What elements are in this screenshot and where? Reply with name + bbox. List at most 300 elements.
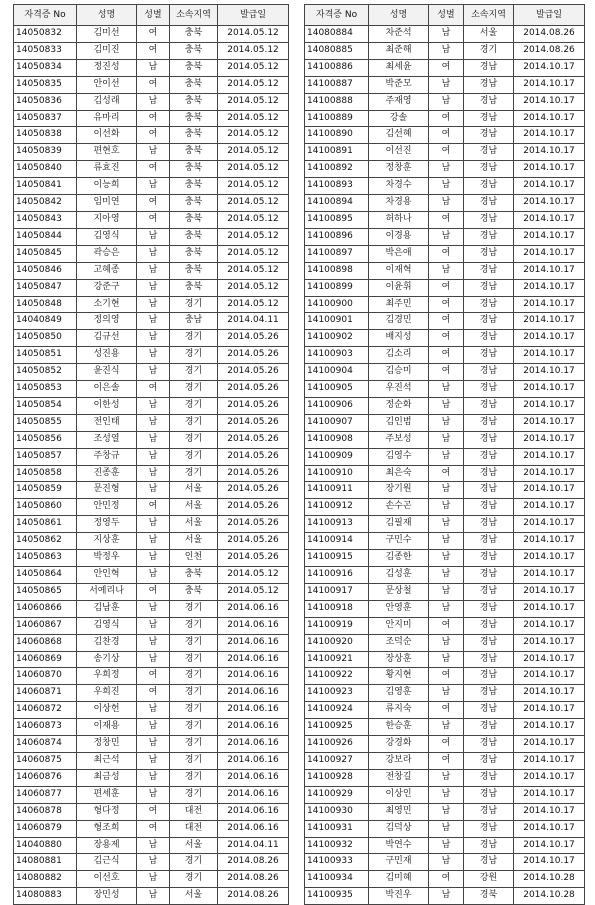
table-row bbox=[14, 296, 289, 313]
table-row bbox=[305, 685, 585, 702]
table-row bbox=[305, 76, 585, 93]
issue-date-cell: 2014.05.12 bbox=[218, 93, 289, 110]
region-cell: 충북 bbox=[170, 245, 218, 262]
table-row bbox=[14, 228, 289, 245]
table-row bbox=[14, 245, 289, 262]
gender-cell: 남 bbox=[429, 482, 464, 499]
table-row bbox=[14, 59, 289, 76]
region-cell: 서울 bbox=[170, 888, 218, 905]
gender-cell: 남 bbox=[137, 567, 170, 584]
issue-date-cell: 2014.10.17 bbox=[514, 127, 585, 144]
issue-date-cell: 2014.10.17 bbox=[514, 803, 585, 820]
region-cell: 경기 bbox=[170, 736, 218, 753]
name-cell: 김경민 bbox=[369, 313, 429, 330]
table-row bbox=[305, 228, 585, 245]
gender-cell: 남 bbox=[137, 296, 170, 313]
table-row bbox=[305, 59, 585, 76]
table-row bbox=[14, 854, 289, 871]
region-cell: 경남 bbox=[464, 786, 514, 803]
cert-no-cell: 14100898 bbox=[305, 262, 369, 279]
region-cell: 경남 bbox=[464, 110, 514, 127]
issue-date-cell: 2014.05.26 bbox=[218, 414, 289, 431]
table-row bbox=[305, 448, 585, 465]
gender-cell: 남 bbox=[429, 583, 464, 600]
issue-date-cell: 2014.10.17 bbox=[514, 347, 585, 364]
table-row bbox=[305, 600, 585, 617]
issue-date-cell: 2014.05.12 bbox=[218, 178, 289, 195]
table-row bbox=[305, 668, 585, 685]
gender-cell: 여 bbox=[429, 347, 464, 364]
table-row bbox=[305, 482, 585, 499]
name-cell: 김찬경 bbox=[77, 634, 137, 651]
table-row bbox=[14, 600, 289, 617]
region-cell: 대전 bbox=[170, 803, 218, 820]
name-cell: 김영식 bbox=[77, 228, 137, 245]
region-cell: 경남 bbox=[464, 397, 514, 414]
region-cell: 서울 bbox=[170, 482, 218, 499]
name-cell: 김소리 bbox=[369, 347, 429, 364]
name-cell: 손수곤 bbox=[369, 499, 429, 516]
name-cell: 김성래 bbox=[77, 93, 137, 110]
issue-date-cell: 2014.10.17 bbox=[514, 820, 585, 837]
header-name: 성명 bbox=[369, 5, 429, 26]
cert-no-cell: 14080883 bbox=[14, 888, 77, 905]
name-cell: 안이선 bbox=[77, 76, 137, 93]
table-row bbox=[14, 76, 289, 93]
cert-no-cell: 14080884 bbox=[305, 26, 369, 43]
issue-date-cell: 2014.10.17 bbox=[514, 583, 585, 600]
cert-no-cell: 14100903 bbox=[305, 347, 369, 364]
region-cell: 충남 bbox=[170, 313, 218, 330]
name-cell: 김미선 bbox=[77, 26, 137, 43]
region-cell: 경남 bbox=[464, 600, 514, 617]
cert-no-cell: 14050832 bbox=[14, 26, 77, 43]
region-cell: 경남 bbox=[464, 178, 514, 195]
cert-no-cell: 14100928 bbox=[305, 769, 369, 786]
table-row bbox=[305, 110, 585, 127]
name-cell: 정순화 bbox=[369, 397, 429, 414]
name-cell: 최은숙 bbox=[369, 465, 429, 482]
table-row bbox=[305, 127, 585, 144]
region-cell: 경남 bbox=[464, 330, 514, 347]
gender-cell: 남 bbox=[429, 178, 464, 195]
issue-date-cell: 2014.10.17 bbox=[514, 465, 585, 482]
gender-cell: 남 bbox=[137, 516, 170, 533]
region-cell: 경남 bbox=[464, 550, 514, 567]
gender-cell: 여 bbox=[429, 211, 464, 228]
name-cell: 한승훈 bbox=[369, 719, 429, 736]
name-cell: 김영식 bbox=[77, 617, 137, 634]
region-cell: 충북 bbox=[170, 279, 218, 296]
gender-cell: 남 bbox=[137, 533, 170, 550]
cert-no-cell: 14100932 bbox=[305, 837, 369, 854]
region-cell: 경남 bbox=[464, 482, 514, 499]
gender-cell: 남 bbox=[137, 178, 170, 195]
region-cell: 경남 bbox=[464, 279, 514, 296]
table-row bbox=[14, 516, 289, 533]
issue-date-cell: 2014.10.17 bbox=[514, 93, 585, 110]
name-cell: 윤진식 bbox=[77, 364, 137, 381]
region-cell: 인천 bbox=[170, 550, 218, 567]
name-cell: 고혜종 bbox=[77, 262, 137, 279]
name-cell: 류효진 bbox=[77, 161, 137, 178]
table-row bbox=[305, 93, 585, 110]
table-row bbox=[305, 296, 585, 313]
cert-no-cell: 14080882 bbox=[14, 871, 77, 888]
region-cell: 경남 bbox=[464, 414, 514, 431]
table-row bbox=[305, 178, 585, 195]
cert-no-cell: 14100902 bbox=[305, 330, 369, 347]
table-row bbox=[14, 533, 289, 550]
gender-cell: 여 bbox=[137, 381, 170, 398]
gender-cell: 남 bbox=[137, 93, 170, 110]
region-cell: 경남 bbox=[464, 364, 514, 381]
cert-no-cell: 14060866 bbox=[14, 600, 77, 617]
region-cell: 경남 bbox=[464, 347, 514, 364]
issue-date-cell: 2014.10.17 bbox=[514, 414, 585, 431]
region-cell: 경남 bbox=[464, 59, 514, 76]
issue-date-cell: 2014.05.12 bbox=[218, 110, 289, 127]
table-row bbox=[14, 617, 289, 634]
name-cell: 지상훈 bbox=[77, 533, 137, 550]
table-row bbox=[305, 651, 585, 668]
name-cell: 김선혜 bbox=[369, 127, 429, 144]
name-cell: 김영훈 bbox=[369, 685, 429, 702]
issue-date-cell: 2014.05.12 bbox=[218, 262, 289, 279]
table-row bbox=[14, 871, 289, 888]
name-cell: 김성훈 bbox=[369, 567, 429, 584]
table-row bbox=[305, 617, 585, 634]
region-cell: 충북 bbox=[170, 127, 218, 144]
issue-date-cell: 2014.04.11 bbox=[218, 837, 289, 854]
table-row bbox=[305, 820, 585, 837]
issue-date-cell: 2014.05.12 bbox=[218, 583, 289, 600]
cert-no-cell: 14100889 bbox=[305, 110, 369, 127]
cert-no-cell: 14100899 bbox=[305, 279, 369, 296]
cert-no-cell: 14060878 bbox=[14, 803, 77, 820]
gender-cell: 남 bbox=[137, 736, 170, 753]
gender-cell: 남 bbox=[429, 431, 464, 448]
cert-no-cell: 14050848 bbox=[14, 296, 77, 313]
header-gender: 성별 bbox=[137, 5, 170, 26]
name-cell: 안인혁 bbox=[77, 567, 137, 584]
table-row bbox=[305, 330, 585, 347]
region-cell: 충북 bbox=[170, 228, 218, 245]
cert-no-cell: 14050846 bbox=[14, 262, 77, 279]
cert-no-cell: 14100929 bbox=[305, 786, 369, 803]
cert-no-cell: 14100906 bbox=[305, 397, 369, 414]
gender-cell: 여 bbox=[137, 110, 170, 127]
issue-date-cell: 2014.06.16 bbox=[218, 685, 289, 702]
region-cell: 충북 bbox=[170, 59, 218, 76]
region-cell: 경남 bbox=[464, 736, 514, 753]
gender-cell: 남 bbox=[137, 262, 170, 279]
region-cell: 경기 bbox=[170, 651, 218, 668]
name-cell: 서예리나 bbox=[77, 583, 137, 600]
name-cell: 곽승은 bbox=[77, 245, 137, 262]
gender-cell: 남 bbox=[137, 364, 170, 381]
issue-date-cell: 2014.10.17 bbox=[514, 296, 585, 313]
name-cell: 이재혁 bbox=[369, 262, 429, 279]
table-row bbox=[14, 279, 289, 296]
cert-no-cell: 14100888 bbox=[305, 93, 369, 110]
region-cell: 충북 bbox=[170, 195, 218, 212]
cert-no-cell: 14060877 bbox=[14, 786, 77, 803]
issue-date-cell: 2014.10.17 bbox=[514, 448, 585, 465]
cert-no-cell: 14050856 bbox=[14, 431, 77, 448]
region-cell: 충북 bbox=[170, 144, 218, 161]
name-cell: 송기상 bbox=[77, 651, 137, 668]
gender-cell: 남 bbox=[429, 195, 464, 212]
cert-no-cell: 14050861 bbox=[14, 516, 77, 533]
cert-no-cell: 14050857 bbox=[14, 448, 77, 465]
cert-no-cell: 14100921 bbox=[305, 651, 369, 668]
gender-cell: 남 bbox=[429, 414, 464, 431]
table-row bbox=[305, 262, 585, 279]
cert-no-cell: 14100923 bbox=[305, 685, 369, 702]
region-cell: 경남 bbox=[464, 76, 514, 93]
region-cell: 경남 bbox=[464, 668, 514, 685]
issue-date-cell: 2014.08.26 bbox=[218, 871, 289, 888]
region-cell: 경남 bbox=[464, 499, 514, 516]
name-cell: 우진석 bbox=[369, 381, 429, 398]
issue-date-cell: 2014.05.12 bbox=[218, 161, 289, 178]
region-cell: 서울 bbox=[464, 26, 514, 43]
region-cell: 충북 bbox=[170, 161, 218, 178]
cert-no-cell: 14100934 bbox=[305, 871, 369, 888]
region-cell: 경기 bbox=[170, 448, 218, 465]
cert-no-cell: 14050847 bbox=[14, 279, 77, 296]
gender-cell: 남 bbox=[137, 837, 170, 854]
gender-cell: 남 bbox=[429, 803, 464, 820]
region-cell: 충북 bbox=[170, 583, 218, 600]
gender-cell: 남 bbox=[137, 600, 170, 617]
name-cell: 이윤휘 bbox=[369, 279, 429, 296]
gender-cell: 남 bbox=[137, 144, 170, 161]
gender-cell: 남 bbox=[137, 786, 170, 803]
region-cell: 경남 bbox=[464, 228, 514, 245]
name-cell: 장민성 bbox=[77, 888, 137, 905]
issue-date-cell: 2014.10.17 bbox=[514, 76, 585, 93]
region-cell: 경기 bbox=[170, 465, 218, 482]
issue-date-cell: 2014.10.17 bbox=[514, 397, 585, 414]
region-cell: 서울 bbox=[170, 837, 218, 854]
gender-cell: 남 bbox=[137, 397, 170, 414]
table-row bbox=[14, 347, 289, 364]
issue-date-cell: 2014.05.26 bbox=[218, 364, 289, 381]
issue-date-cell: 2014.10.17 bbox=[514, 195, 585, 212]
region-cell: 경남 bbox=[464, 516, 514, 533]
issue-date-cell: 2014.06.16 bbox=[218, 634, 289, 651]
table-row bbox=[14, 448, 289, 465]
table-row bbox=[14, 583, 289, 600]
cert-no-cell: 14100915 bbox=[305, 550, 369, 567]
cert-no-cell: 14050834 bbox=[14, 59, 77, 76]
gender-cell: 여 bbox=[429, 702, 464, 719]
gender-cell: 여 bbox=[429, 465, 464, 482]
issue-date-cell: 2014.05.12 bbox=[218, 59, 289, 76]
name-cell: 이은솔 bbox=[77, 381, 137, 398]
table-row bbox=[305, 279, 585, 296]
gender-cell: 남 bbox=[429, 516, 464, 533]
name-cell: 조성열 bbox=[77, 431, 137, 448]
issue-date-cell: 2014.10.17 bbox=[514, 736, 585, 753]
issue-date-cell: 2014.10.17 bbox=[514, 228, 585, 245]
name-cell: 전창길 bbox=[369, 769, 429, 786]
table-header-row bbox=[305, 5, 585, 26]
cert-no-cell: 14050854 bbox=[14, 397, 77, 414]
table-row bbox=[14, 752, 289, 769]
region-cell: 경기 bbox=[170, 685, 218, 702]
issue-date-cell: 2014.10.17 bbox=[514, 178, 585, 195]
table-row bbox=[14, 364, 289, 381]
name-cell: 최세윤 bbox=[369, 59, 429, 76]
gender-cell: 여 bbox=[429, 752, 464, 769]
cert-no-cell: 14100912 bbox=[305, 499, 369, 516]
issue-date-cell: 2014.05.26 bbox=[218, 482, 289, 499]
region-cell: 경남 bbox=[464, 93, 514, 110]
name-cell: 안민정 bbox=[77, 499, 137, 516]
table-row bbox=[305, 583, 585, 600]
gender-cell: 여 bbox=[137, 211, 170, 228]
cert-no-cell: 14100916 bbox=[305, 567, 369, 584]
gender-cell: 여 bbox=[137, 685, 170, 702]
gender-cell: 남 bbox=[429, 685, 464, 702]
table-row bbox=[14, 786, 289, 803]
region-cell: 경기 bbox=[170, 296, 218, 313]
gender-cell: 남 bbox=[429, 567, 464, 584]
cert-no-cell: 14050852 bbox=[14, 364, 77, 381]
gender-cell: 여 bbox=[137, 668, 170, 685]
region-cell: 경남 bbox=[464, 820, 514, 837]
cert-no-cell: 14050860 bbox=[14, 499, 77, 516]
region-cell: 서울 bbox=[170, 499, 218, 516]
cert-no-cell: 14050833 bbox=[14, 42, 77, 59]
gender-cell: 여 bbox=[137, 161, 170, 178]
cert-no-cell: 14100918 bbox=[305, 600, 369, 617]
name-cell: 주보성 bbox=[369, 431, 429, 448]
table-row bbox=[305, 26, 585, 43]
region-cell: 경기 bbox=[170, 431, 218, 448]
header-gender: 성별 bbox=[429, 5, 464, 26]
name-cell: 문상철 bbox=[369, 583, 429, 600]
gender-cell: 여 bbox=[429, 110, 464, 127]
name-cell: 강보라 bbox=[369, 752, 429, 769]
table-row bbox=[305, 719, 585, 736]
cert-no-cell: 14050859 bbox=[14, 482, 77, 499]
cert-no-cell: 14100919 bbox=[305, 617, 369, 634]
issue-date-cell: 2014.06.16 bbox=[218, 719, 289, 736]
table-row bbox=[14, 211, 289, 228]
issue-date-cell: 2014.05.26 bbox=[218, 381, 289, 398]
cert-no-cell: 14100893 bbox=[305, 178, 369, 195]
gender-cell: 여 bbox=[429, 364, 464, 381]
gender-cell: 남 bbox=[429, 533, 464, 550]
cert-no-cell: 14060872 bbox=[14, 702, 77, 719]
cert-no-cell: 14100892 bbox=[305, 161, 369, 178]
cert-no-cell: 14100904 bbox=[305, 364, 369, 381]
name-cell: 김종한 bbox=[369, 550, 429, 567]
issue-date-cell: 2014.06.16 bbox=[218, 736, 289, 753]
issue-date-cell: 2014.05.12 bbox=[218, 42, 289, 59]
header-region: 소속지역 bbox=[464, 5, 514, 26]
name-cell: 성진용 bbox=[77, 347, 137, 364]
name-cell: 이선진 bbox=[369, 144, 429, 161]
gender-cell: 남 bbox=[137, 482, 170, 499]
region-cell: 경기 bbox=[170, 617, 218, 634]
table-row bbox=[14, 719, 289, 736]
cert-no-cell: 14100908 bbox=[305, 431, 369, 448]
table-row bbox=[305, 431, 585, 448]
issue-date-cell: 2014.05.26 bbox=[218, 448, 289, 465]
table-row bbox=[14, 685, 289, 702]
table-row bbox=[305, 567, 585, 584]
table-row bbox=[305, 533, 585, 550]
gender-cell: 여 bbox=[429, 296, 464, 313]
table-row bbox=[14, 313, 289, 330]
cert-no-cell: 14100895 bbox=[305, 211, 369, 228]
gender-cell: 남 bbox=[429, 837, 464, 854]
name-cell: 정의영 bbox=[77, 313, 137, 330]
cert-no-cell: 14050837 bbox=[14, 110, 77, 127]
cert-no-cell: 14100909 bbox=[305, 448, 369, 465]
issue-date-cell: 2014.05.26 bbox=[218, 516, 289, 533]
region-cell: 경남 bbox=[464, 702, 514, 719]
name-cell: 김인범 bbox=[369, 414, 429, 431]
gender-cell: 남 bbox=[429, 719, 464, 736]
issue-date-cell: 2014.05.12 bbox=[218, 127, 289, 144]
issue-date-cell: 2014.10.17 bbox=[514, 330, 585, 347]
issue-date-cell: 2014.05.26 bbox=[218, 330, 289, 347]
table-row bbox=[305, 144, 585, 161]
gender-cell: 남 bbox=[137, 702, 170, 719]
cert-no-cell: 14100907 bbox=[305, 414, 369, 431]
gender-cell: 남 bbox=[137, 871, 170, 888]
gender-cell: 남 bbox=[429, 381, 464, 398]
cert-no-cell: 14050855 bbox=[14, 414, 77, 431]
issue-date-cell: 2014.10.17 bbox=[514, 854, 585, 871]
name-cell: 김근식 bbox=[77, 854, 137, 871]
header-cert-no: 자격증 No bbox=[305, 5, 369, 26]
cert-no-cell: 14100894 bbox=[305, 195, 369, 212]
region-cell: 경북 bbox=[464, 888, 514, 905]
gender-cell: 남 bbox=[137, 550, 170, 567]
cert-no-cell: 14050835 bbox=[14, 76, 77, 93]
issue-date-cell: 2014.10.17 bbox=[514, 245, 585, 262]
name-cell: 최준해 bbox=[369, 42, 429, 59]
name-cell: 강솔 bbox=[369, 110, 429, 127]
issue-date-cell: 2014.05.12 bbox=[218, 144, 289, 161]
name-cell: 정창민 bbox=[77, 736, 137, 753]
cert-no-cell: 14050853 bbox=[14, 381, 77, 398]
gender-cell: 남 bbox=[429, 161, 464, 178]
name-cell: 진종훈 bbox=[77, 465, 137, 482]
name-cell: 허하나 bbox=[369, 211, 429, 228]
name-cell: 안지미 bbox=[369, 617, 429, 634]
cert-no-cell: 14040849 bbox=[14, 313, 77, 330]
issue-date-cell: 2014.06.16 bbox=[218, 702, 289, 719]
table-row bbox=[305, 702, 585, 719]
gender-cell: 남 bbox=[137, 313, 170, 330]
region-cell: 경기 bbox=[170, 854, 218, 871]
gender-cell: 남 bbox=[429, 448, 464, 465]
issue-date-cell: 2014.10.17 bbox=[514, 59, 585, 76]
gender-cell: 남 bbox=[137, 769, 170, 786]
region-cell: 경남 bbox=[464, 448, 514, 465]
cert-no-cell: 14100905 bbox=[305, 381, 369, 398]
issue-date-cell: 2014.08.26 bbox=[218, 888, 289, 905]
cert-no-cell: 14100897 bbox=[305, 245, 369, 262]
